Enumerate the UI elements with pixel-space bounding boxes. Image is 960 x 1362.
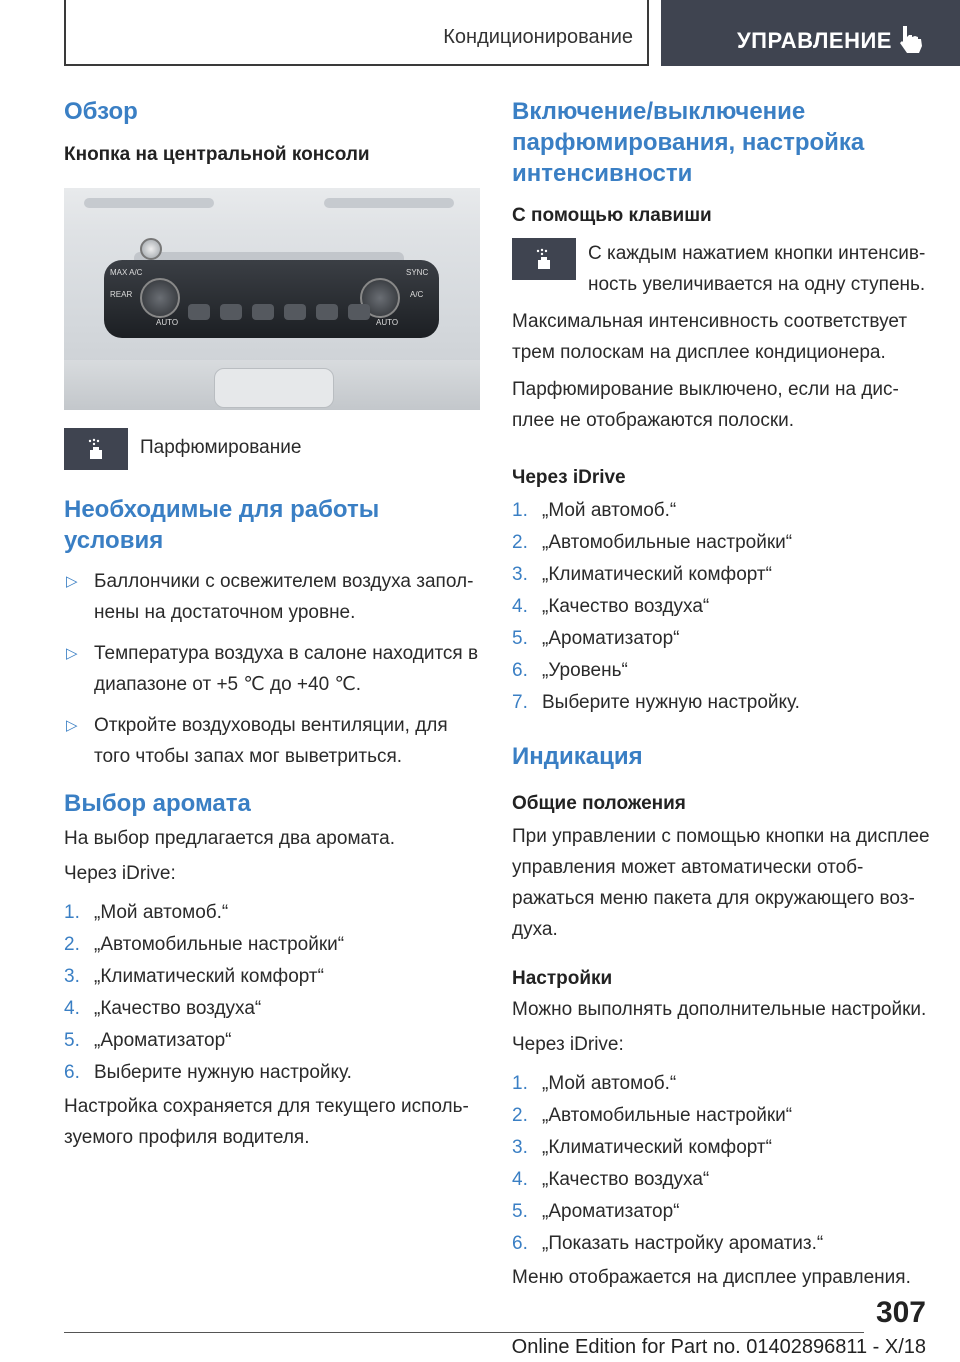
- list-item: 3. „Климатический комфорт“: [64, 966, 324, 988]
- list-item: 3. „Климатический комфорт“: [512, 1136, 772, 1158]
- key-subheading: С помощью клавиши: [512, 204, 712, 226]
- list-item: 1. „Мой автомоб.“: [512, 1072, 677, 1094]
- footer-divider: [64, 1332, 864, 1333]
- perfume-legend: [64, 428, 484, 470]
- list-item: 6. Выберите нужную настройку.: [64, 1062, 352, 1084]
- list-item: 2. „Автомобильные настройки“: [64, 934, 345, 956]
- max-ac-label: MAX A/C: [110, 267, 143, 277]
- perfume-button-icon: [64, 428, 128, 470]
- list-item: 2. „Автомобильные настройки“: [512, 531, 793, 553]
- climate-buttons: [188, 304, 370, 326]
- perfume-caption: Парфюмирование: [140, 436, 302, 458]
- perfume-button-icon: [512, 238, 576, 280]
- idrive-subheading: Через iDrive: [512, 467, 626, 489]
- list-item: 5. „Ароматизатор“: [64, 1030, 232, 1052]
- settings-via: Через iDrive:: [512, 1033, 624, 1055]
- list-item: ▷ Баллончики с освежителем воздуха заполнены на достаточном уровне.: [66, 571, 474, 624]
- general-text: При управлении с помощью кнопки на дисплее управления может автоматически отображаться меню пакета для окружающего воздуха.: [512, 825, 930, 940]
- temperature-knob-left: [140, 278, 180, 318]
- indication-heading: Индикация: [512, 742, 643, 770]
- list-item: 5. „Ароматизатор“: [512, 627, 680, 649]
- ac-label: A/C: [410, 289, 424, 299]
- section-title: Кондиционирование: [443, 26, 633, 48]
- list-item: 4. „Качество воздуха“: [64, 998, 262, 1020]
- list-item: 6. „Показать настройку ароматиз.“: [512, 1232, 824, 1254]
- volume-knob: [140, 238, 162, 260]
- fragrance-icon: [86, 438, 106, 460]
- settings-text: Можно выполнять дополнительные настройки.: [512, 998, 927, 1020]
- right-column: [512, 96, 932, 1293]
- list-item: 4. „Качество воздуха“: [512, 1168, 710, 1190]
- rear-label: REAR: [110, 289, 133, 299]
- console-subheading: Кнопка на центральной консоли: [64, 144, 370, 166]
- max-text: Максимальная интенсивность соответствует трем полоскам на дисплее кондиционера.: [512, 311, 908, 364]
- page-number: 307: [875, 1296, 926, 1329]
- list-item: ▷ Откройте воздуховоды вентиляции, для того чтобы запах мог выветриться.: [66, 715, 448, 768]
- conditions-heading: Необходимые для работы условия: [64, 495, 380, 555]
- idrive-steps: [512, 495, 932, 719]
- chapter-tab: [661, 0, 960, 66]
- aroma-heading: Выбор аромата: [64, 790, 251, 818]
- key-legend: [512, 238, 932, 300]
- aroma-steps: [64, 897, 484, 1089]
- list-item: 5. „Ароматизатор“: [512, 1200, 680, 1222]
- climate-control-panel: [104, 260, 439, 338]
- storage-tray: [214, 368, 334, 408]
- general-subheading: Общие положения: [512, 793, 686, 815]
- page-header: [0, 0, 960, 66]
- menu-text: Меню отображается на дисплее управления.: [512, 1266, 911, 1288]
- sync-label: SYNC: [406, 267, 429, 277]
- list-item: 7. Выберите нужную настройку.: [512, 691, 800, 713]
- list-item: 2. „Автомобильные настройки“: [512, 1104, 793, 1126]
- chapter-title: УПРАВЛЕНИЕ: [737, 28, 892, 53]
- aroma-note: Настройка сохраняется для текущего используемого профиля водителя.: [64, 1096, 469, 1149]
- left-column: [64, 96, 484, 1153]
- aroma-via: Через iDrive:: [64, 863, 176, 885]
- auto-right-label: AUTO: [376, 317, 399, 327]
- conditions-list: [64, 566, 484, 772]
- list-item: 4. „Качество воздуха“: [512, 595, 710, 617]
- settings-subheading: Настройки: [512, 967, 613, 989]
- settings-steps: [512, 1068, 932, 1260]
- list-item: 3. „Климатический комфорт“: [512, 563, 772, 585]
- overview-heading: Обзор: [64, 98, 138, 125]
- auto-left-label: AUTO: [156, 317, 179, 327]
- list-item: 6. „Уровень“: [512, 659, 628, 681]
- key-text: С каждым нажатием кнопки интенсивность увеличивается на одну ступень.: [588, 243, 926, 296]
- aroma-intro: На выбор предлагается два аромата.: [64, 828, 395, 850]
- off-text: Парфюмирование выключено, если на дисплее не отображаются полоски.: [512, 379, 899, 432]
- edition-note: Online Edition for Part no. 01402896811 - X/18: [511, 1336, 926, 1358]
- air-vent: [324, 198, 454, 208]
- air-vent: [84, 198, 214, 208]
- list-item: ▷ Температура воздуха в салоне находится в диапазоне от +5 ℃ до +40 ℃.: [66, 643, 479, 696]
- toggle-heading: Включение/выключение парфюмирования, настройка интенсивности: [512, 98, 865, 188]
- list-item: 1. „Мой автомоб.“: [64, 902, 229, 924]
- fragrance-icon: [534, 248, 554, 270]
- list-item: 1. „Мой автомоб.“: [512, 499, 677, 521]
- section-tab: [64, 0, 649, 66]
- center-console-photo: [64, 188, 480, 410]
- hand-pointer-icon: [895, 24, 925, 54]
